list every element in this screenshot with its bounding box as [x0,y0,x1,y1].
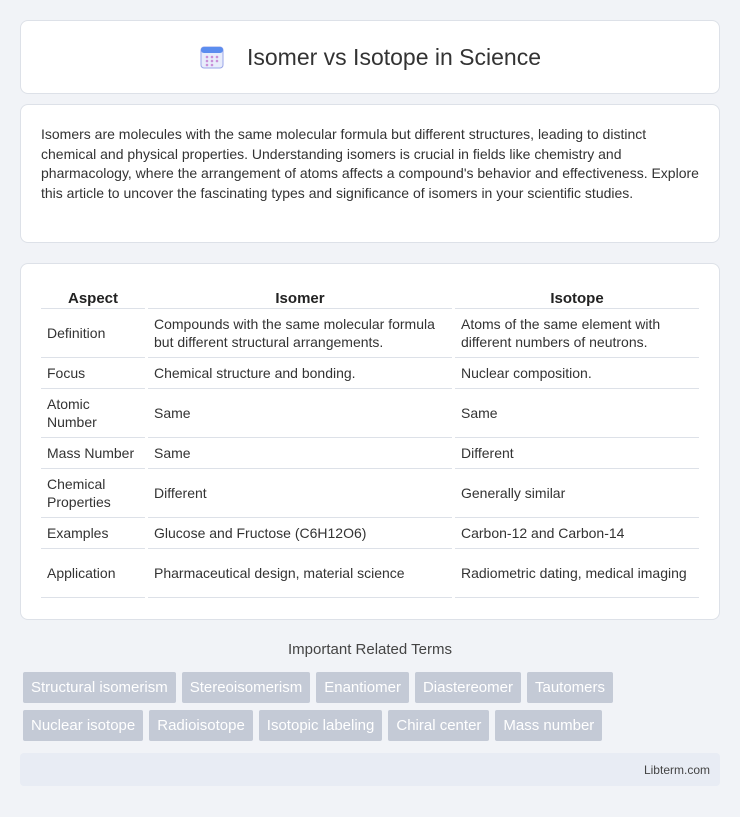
page-title: Isomer vs Isotope in Science [246,43,542,70]
table-cell: Focus [41,358,145,389]
table-header-aspect: Aspect [41,283,145,309]
intro-card [20,104,720,243]
table-cell: Definition [41,309,145,358]
table-cell: Same [455,389,699,438]
table-cell: Pharmaceutical design, material science [148,549,452,598]
table-row [41,518,699,549]
intro-text: Isomers are molecules with the same molecular formula but different structures, leading to distinct chemical and physical properties. Understanding isomers is crucial in fields like chemistry and pharmacology, where the arrangement of atoms affects a compound's behavior and effectiveness. Explore this article to uncover the fascinating types and significance of isomers in your scientific studies. [41,126,699,201]
comparison-table [38,283,702,598]
table-row [41,438,699,469]
related-terms-title: Important Related Terms [288,641,452,658]
table-cell: Carbon-12 and Carbon-14 [455,518,699,549]
table-cell: Chemical Properties [41,469,145,518]
table-cell: Different [455,438,699,469]
tag-diastereomer[interactable]: Diastereomer [415,672,521,703]
tag-enantiomer[interactable]: Enantiomer [316,672,409,703]
header-card [20,20,720,94]
calendar-icon [199,44,225,70]
table-cell: Glucose and Fructose (C6H12O6) [148,518,452,549]
tag-tautomers[interactable]: Tautomers [527,672,613,703]
tag-isotopic-labeling[interactable]: Isotopic labeling [259,710,383,741]
table-header-isotope: Isotope [455,283,699,309]
related-terms-tags [23,672,723,748]
table-row [41,358,699,389]
table-cell: Same [148,438,452,469]
tag-nuclear-isotope[interactable]: Nuclear isotope [23,710,143,741]
table-cell: Radiometric dating, medical imaging [455,549,699,598]
footer [20,753,720,786]
tag-structural-isomerism[interactable]: Structural isomerism [23,672,176,703]
table-cell: Examples [41,518,145,549]
table-row [41,469,699,518]
table-cell: Chemical structure and bonding. [148,358,452,389]
table-cell: Same [148,389,452,438]
table-cell: Application [41,549,145,598]
tag-stereoisomerism[interactable]: Stereoisomerism [182,672,311,703]
table-row [41,309,699,358]
table-header-isomer: Isomer [148,283,452,309]
comparison-table-card [20,263,720,620]
tag-radioisotope[interactable]: Radioisotope [149,710,253,741]
table-row [41,549,699,598]
footer-link[interactable]: Libterm.com [643,763,710,777]
table-cell: Different [148,469,452,518]
table-cell: Generally similar [455,469,699,518]
table-cell: Mass Number [41,438,145,469]
table-row [41,389,699,438]
table-cell: Atoms of the same element with different numbers of neutrons. [455,309,699,358]
table-cell: Nuclear composition. [455,358,699,389]
tag-mass-number[interactable]: Mass number [495,710,602,741]
tag-chiral-center[interactable]: Chiral center [388,710,489,741]
table-cell: Atomic Number [41,389,145,438]
table-cell: Compounds with the same molecular formula but different structural arrangements. [148,309,452,358]
